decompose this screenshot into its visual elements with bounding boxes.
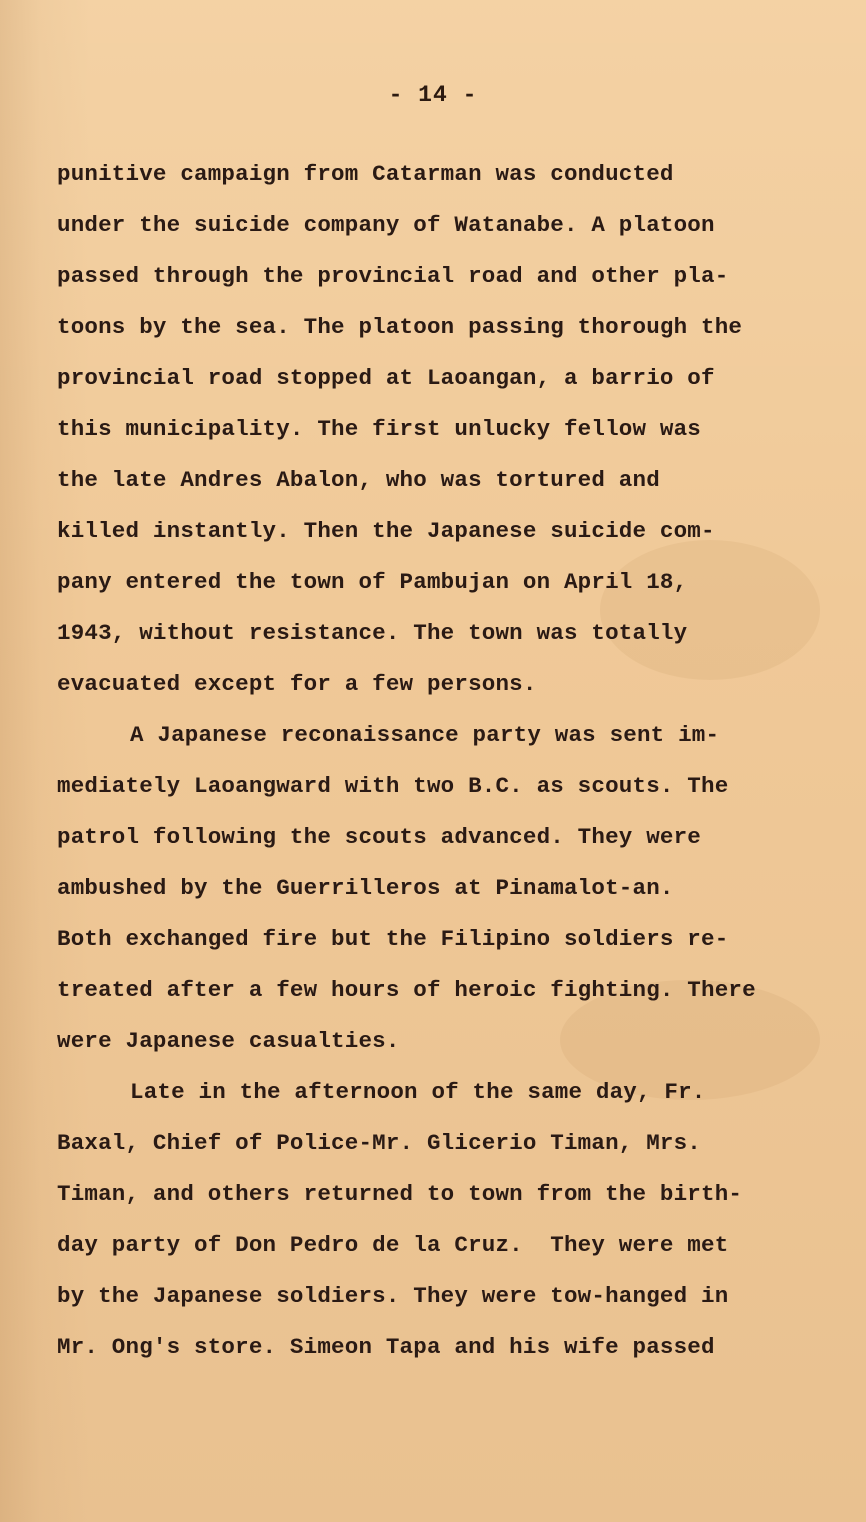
text-line: Timan, and others returned to town from the birth-	[57, 1181, 743, 1207]
text-line: evacuated except for a few persons.	[57, 671, 537, 697]
text-line: 1943, without resistance. The town was totally	[57, 620, 688, 646]
text-line: by the Japanese soldiers. They were tow-hanged in	[57, 1283, 729, 1309]
text-line: provincial road stopped at Laoangan, a barrio of	[57, 365, 715, 391]
text-line: under the suicide company of Watanabe. A platoon	[57, 212, 715, 238]
text-line: A Japanese reconaissance party was sent im-	[130, 722, 720, 748]
text-line: mediately Laoangward with two B.C. as scouts. The	[57, 773, 729, 799]
text-line: killed instantly. Then the Japanese suicide com-	[57, 518, 715, 544]
text-line: Baxal, Chief of Police-Mr. Glicerio Timan, Mrs.	[57, 1130, 702, 1156]
text-line: day party of Don Pedro de la Cruz. They were met	[57, 1232, 729, 1258]
text-line: Mr. Ong's store. Simeon Tapa and his wife passed	[57, 1334, 715, 1360]
text-line: passed through the provincial road and other pla-	[57, 263, 729, 289]
text-line: patrol following the scouts advanced. They were	[57, 824, 702, 850]
text-line: were Japanese casualties.	[57, 1028, 400, 1054]
text-line: treated after a few hours of heroic fighting. There	[57, 977, 756, 1003]
body-text	[57, 155, 857, 1379]
text-line: punitive campaign from Catarman was conducted	[57, 161, 674, 187]
page-number: - 14 -	[388, 82, 478, 108]
text-line: the late Andres Abalon, who was tortured and	[57, 467, 660, 493]
text-line: pany entered the town of Pambujan on April 18,	[57, 569, 688, 595]
text-line: Both exchanged fire but the Filipino soldiers re-	[57, 926, 729, 952]
text-line: toons by the sea. The platoon passing thorough the	[57, 314, 743, 340]
text-line: this municipality. The first unlucky fellow was	[57, 416, 702, 442]
text-line: Late in the afternoon of the same day, Fr.	[130, 1079, 706, 1105]
text-line: ambushed by the Guerrilleros at Pinamalot-an.	[57, 875, 674, 901]
